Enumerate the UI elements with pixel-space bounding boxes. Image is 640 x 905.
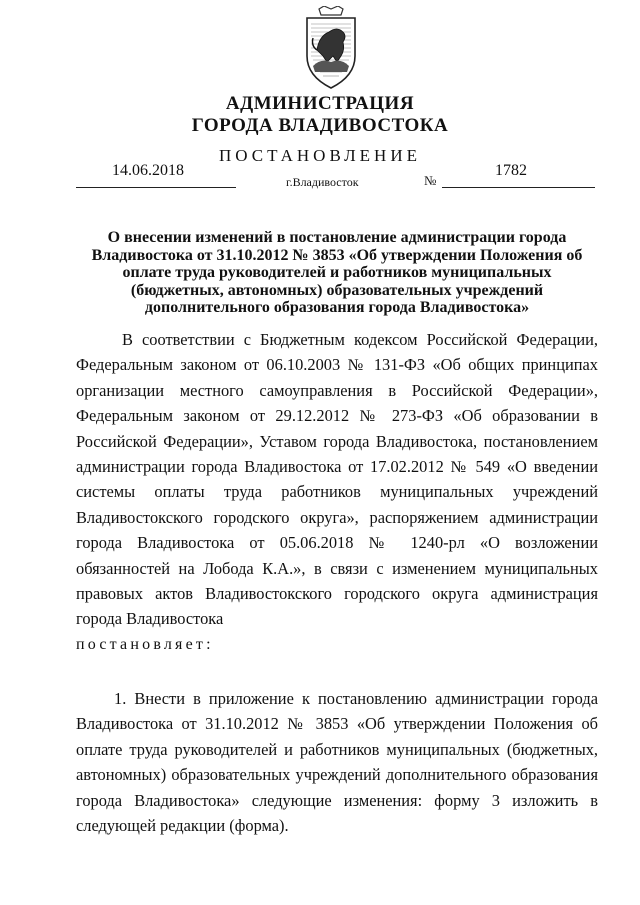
document-number: 1782 [495,162,527,179]
organization-name-line2: ГОРОДА ВЛАДИВОСТОКА [191,115,449,136]
number-sign: № [424,173,437,188]
item-1-paragraph: 1. Внести в приложение к постановлению администрации города Владивостока от 31.10.2012 № 3853 «Об утверждении Положения об оплате труда руководителей и работников муниципальных (бюджетных, автономных) образовательных учреждений дополнительного образования города Владивостока» следующие изменения: форму 3 изложить в следующей редакции (форма). [76,689,598,836]
date-underline [76,187,236,188]
number-underline [442,187,595,188]
document-type: ПОСТАНОВЛЕНИЕ [218,146,421,165]
resolve-heading: постановляет: [76,636,214,653]
preamble-paragraph: В соответствии с Бюджетным кодексом Российской Федерации, Федеральным законом от 06.10.2003 № 131-ФЗ «Об общих принципах организации местного самоуправления в Российской Федерации», Федеральным законом от 29.12.2012 № 273-ФЗ «Об образовании в Российской Федерации», Уставом города Владивостока, постановлением администрации города Владивостока от 17.02.2012 № 549 «О введении системы оплаты труда работников муниципальных учреждений Владивостокского городского округа», распоряжением администрации города Владивостока от 05.06.2018 № 1240-рл «О возложении обязанностей на Лобода К.А.», в связи с изменением муниципальных правовых актов Владивостокского городского округа администрация города Владивостока [76,330,598,629]
document-title: О внесении изменений в постановление администрации города Владивостока от 31.10.2012 № 3853 «Об утверждении Положения об оплате труда руководителей и работников муниципальных (бюджетных, автономных) образовательных учреждений дополнительного образования города Владивостока» [91,229,583,317]
document-city: г.Владивосток [286,175,359,189]
document-date: 14.06.2018 [112,162,184,179]
city-coat-of-arms-emblem [297,6,365,92]
organization-name-line1: АДМИНИСТРАЦИЯ [225,93,415,114]
